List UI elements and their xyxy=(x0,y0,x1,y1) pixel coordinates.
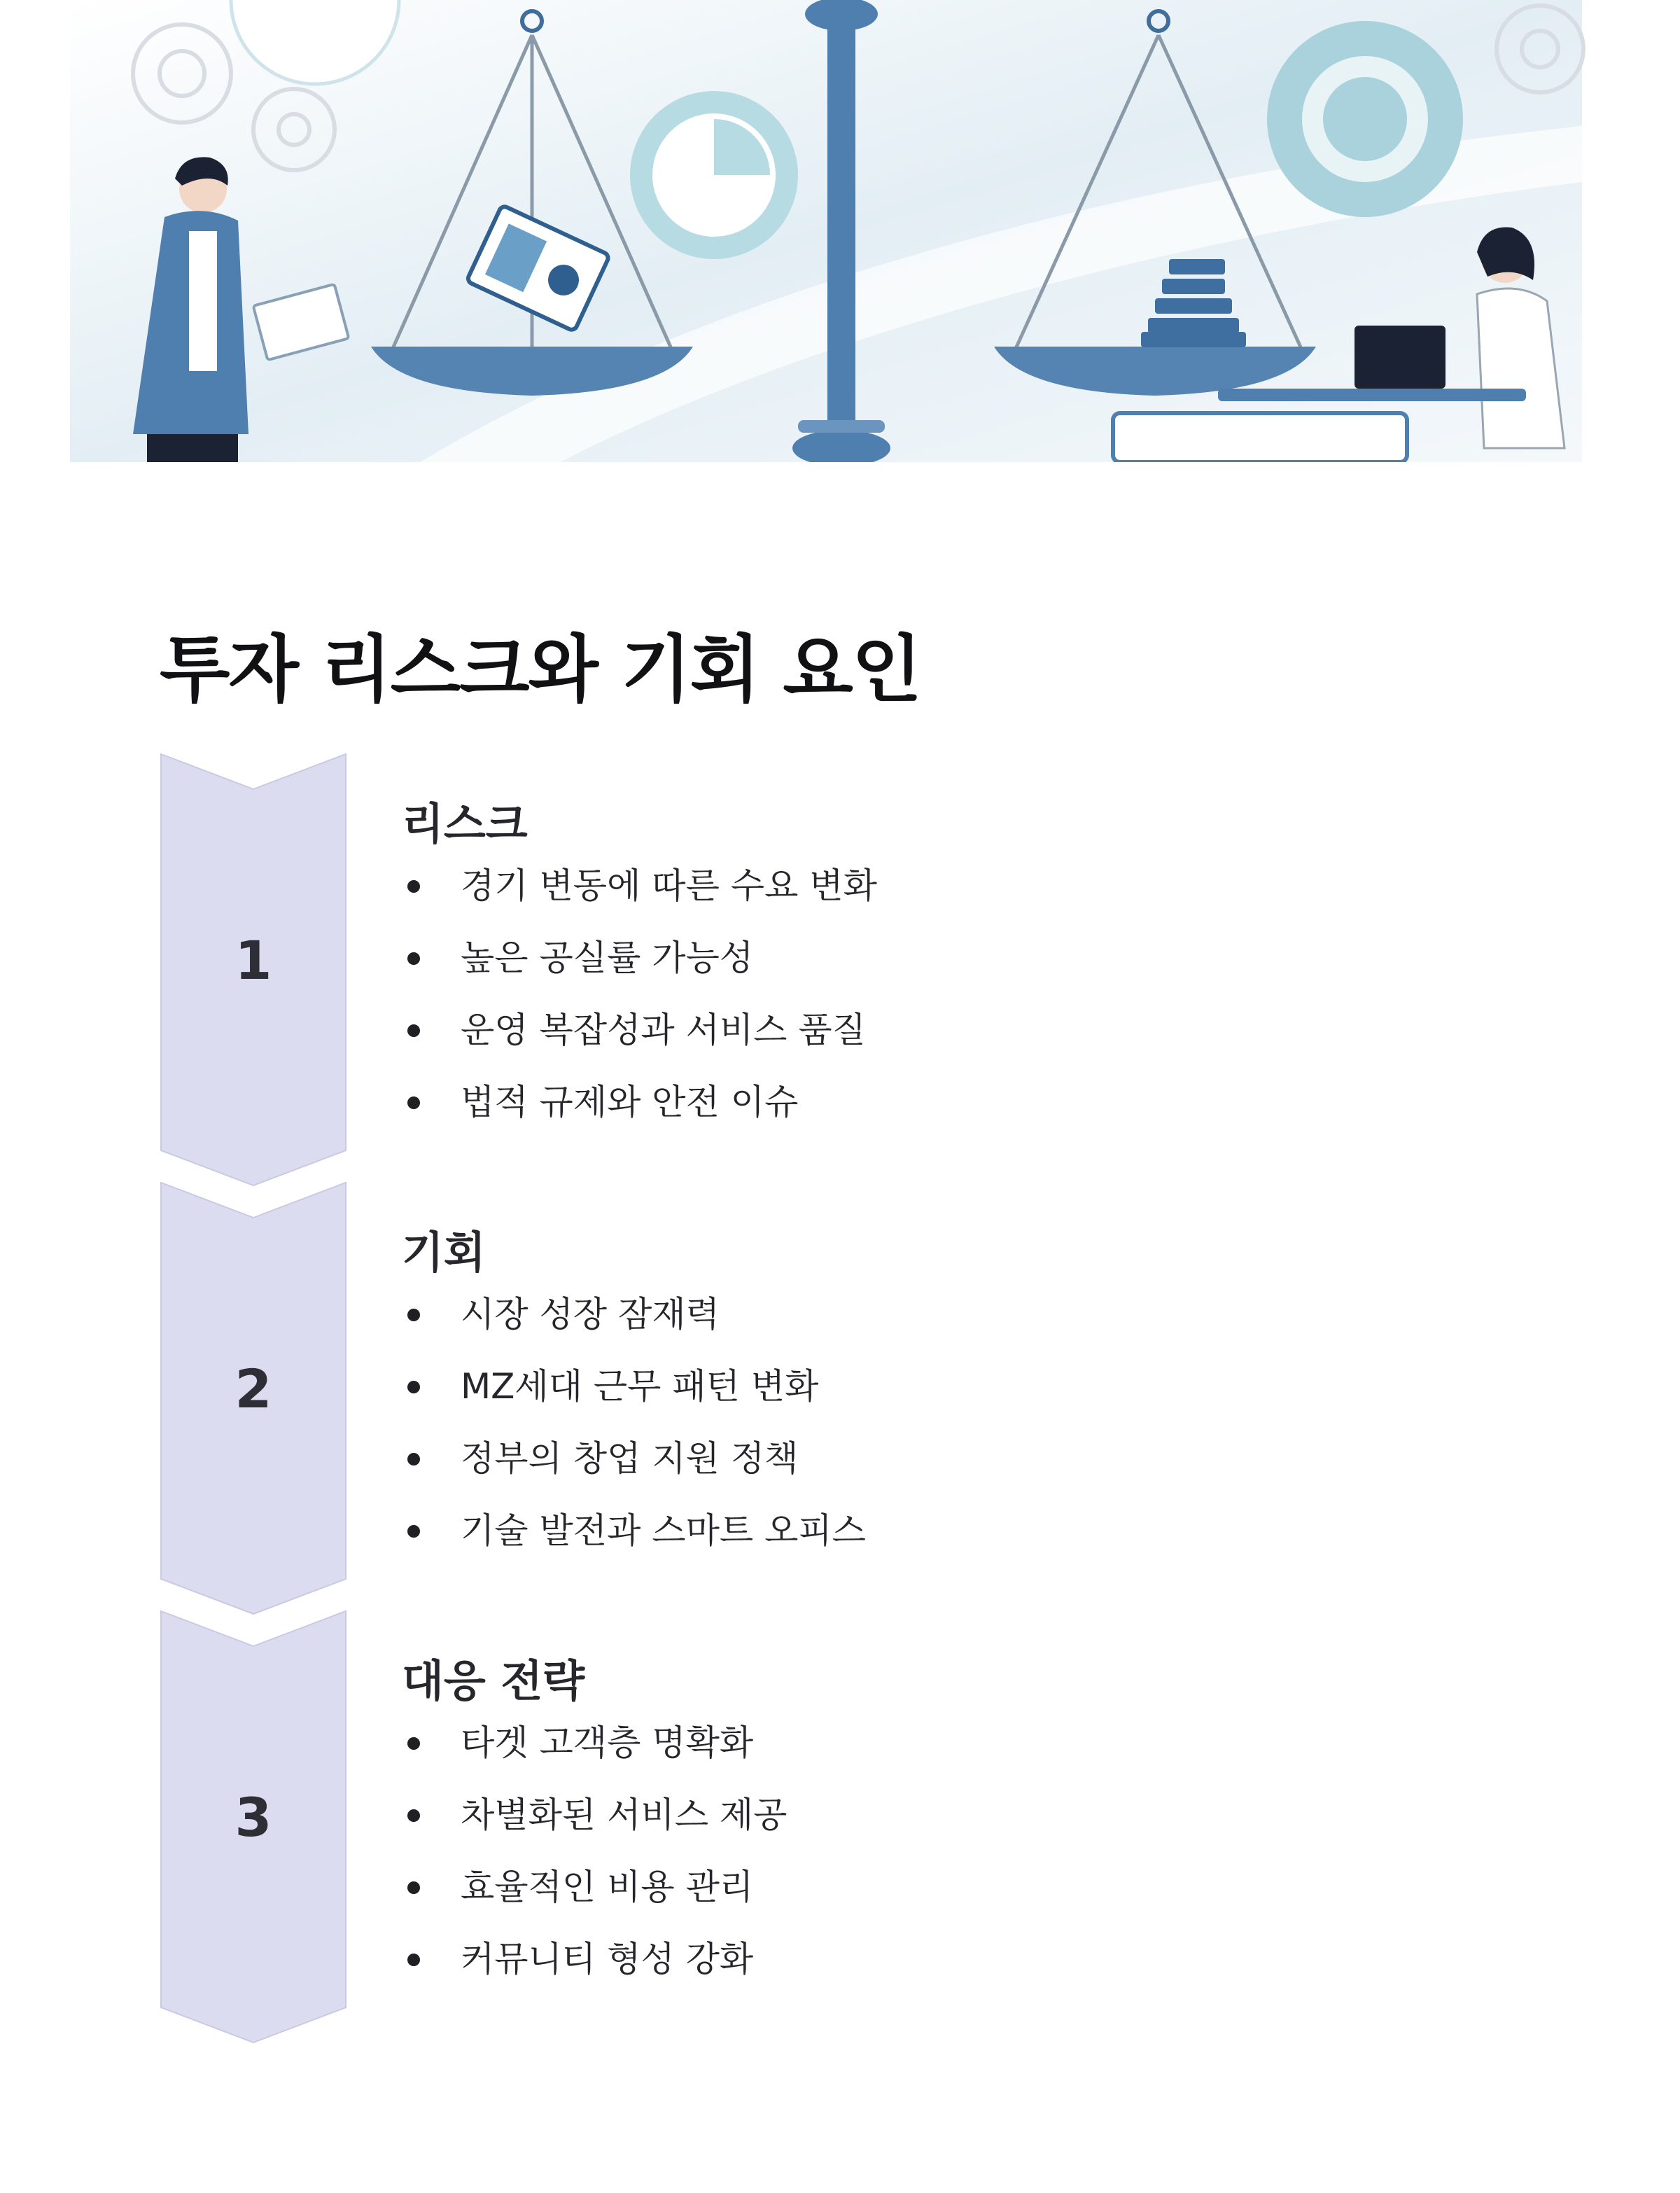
bullet-icon xyxy=(407,1525,420,1538)
step-risk xyxy=(160,753,1560,1187)
step-number: 1 xyxy=(234,929,272,991)
step-heading: 기회 xyxy=(402,1227,486,1278)
list-item-text: 커뮤니티 형성 강화 xyxy=(461,1939,754,1979)
step-number: 2 xyxy=(234,1358,272,1420)
list-item-text: 법적 규제와 안전 이슈 xyxy=(461,1082,799,1122)
hero-illustration xyxy=(0,0,1680,462)
page-title: 투자 리스크와 기회 요인 xyxy=(160,627,921,712)
step-opportunity xyxy=(160,1181,1560,1615)
step-heading: 리스크 xyxy=(402,798,528,849)
bullet-icon xyxy=(407,1381,420,1393)
list-item xyxy=(402,1866,788,1938)
step-strategy xyxy=(160,1610,1560,2044)
bullet-list xyxy=(402,1293,866,1582)
step-number: 3 xyxy=(234,1786,272,1849)
list-item-text: 경기 변동에 따른 수요 변화 xyxy=(461,865,877,906)
bullet-icon xyxy=(407,1096,420,1109)
list-item-text: 기술 발전과 스마트 오피스 xyxy=(461,1510,866,1551)
list-item xyxy=(402,1293,866,1365)
bullet-icon xyxy=(407,1453,420,1466)
list-item-text: 정부의 창업 지원 정책 xyxy=(461,1438,799,1479)
list-item xyxy=(402,1437,866,1510)
list-item xyxy=(402,1722,788,1794)
list-item-text: 차별화된 서비스 제공 xyxy=(461,1795,788,1835)
list-item-text: MZ세대 근무 패턴 변화 xyxy=(461,1366,819,1407)
list-item-text: 시장 성장 잠재력 xyxy=(461,1294,720,1335)
bullet-icon xyxy=(407,1881,420,1894)
pie-chart-icon xyxy=(630,91,798,259)
list-item-text: 높은 공실률 가능성 xyxy=(461,938,754,978)
laptop-icon xyxy=(1354,326,1446,389)
bullet-icon xyxy=(407,1024,420,1037)
step-heading: 대응 전략 xyxy=(402,1655,585,1706)
bullet-list xyxy=(402,865,877,1153)
bullet-icon xyxy=(407,1737,420,1750)
list-item xyxy=(402,937,877,1009)
bullet-icon xyxy=(407,1309,420,1321)
list-item-text: 효율적인 비용 관리 xyxy=(461,1867,754,1907)
list-item xyxy=(402,1510,866,1582)
list-item-text: 운영 복잡성과 서비스 품질 xyxy=(461,1010,866,1050)
bullet-icon xyxy=(407,880,420,893)
list-item xyxy=(402,1081,877,1153)
gear-icon xyxy=(1267,21,1463,217)
bullet-icon xyxy=(407,952,420,965)
bullet-list xyxy=(402,1722,788,2010)
list-item xyxy=(402,1938,788,2010)
list-item xyxy=(402,1009,877,1081)
bullet-icon xyxy=(407,1809,420,1822)
bullet-icon xyxy=(407,1954,420,1966)
list-item xyxy=(402,865,877,937)
list-item xyxy=(402,1794,788,1866)
list-item xyxy=(402,1365,866,1437)
list-item-text: 타겟 고객층 명확화 xyxy=(461,1722,754,1763)
